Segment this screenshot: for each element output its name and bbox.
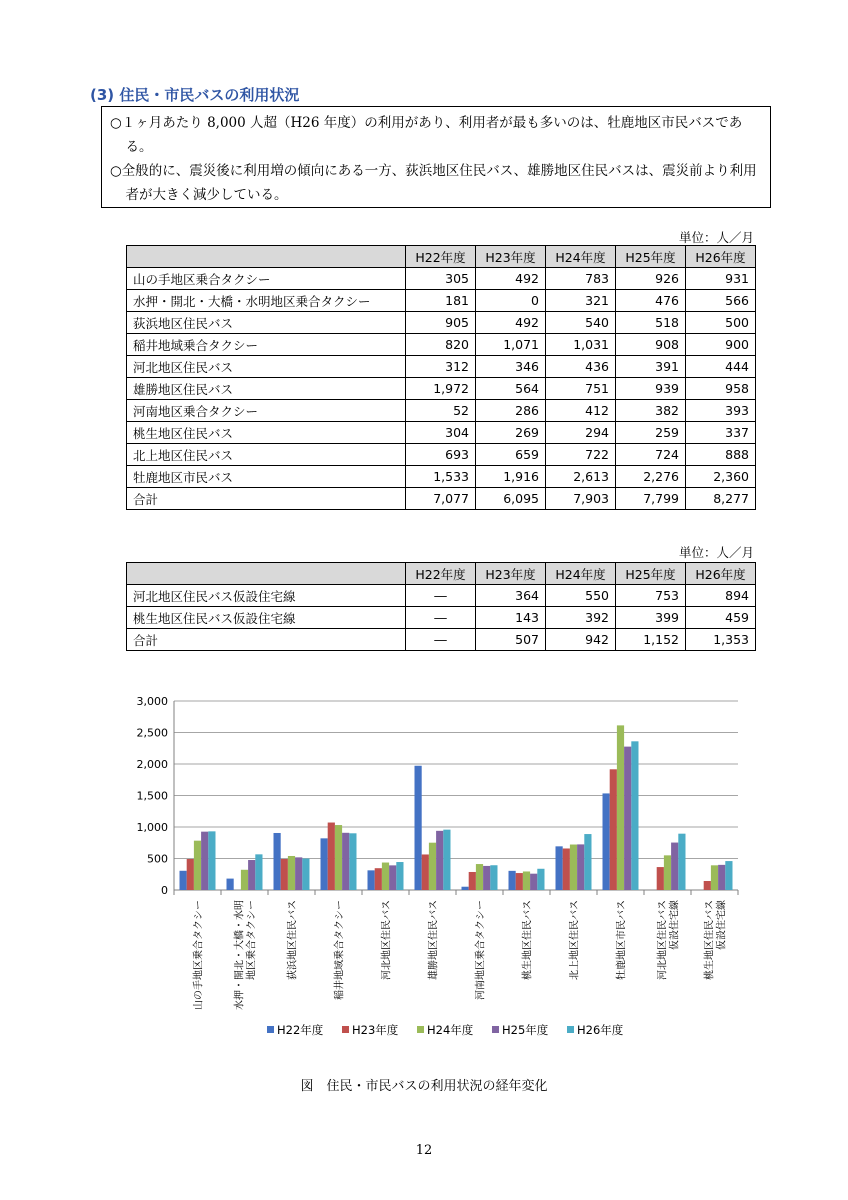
table-cell: 312 — [406, 356, 476, 378]
column-header: H26年度 — [686, 246, 756, 268]
table-cell: 305 — [406, 268, 476, 290]
table-cell: 7,077 — [406, 488, 476, 510]
bar-H25年度-8 — [577, 844, 584, 890]
temporary-housing-table — [126, 562, 756, 651]
table-cell: 900 — [686, 334, 756, 356]
table-cell: 459 — [686, 607, 756, 629]
table-cell: 550 — [546, 585, 616, 607]
table-cell: 492 — [476, 312, 546, 334]
table-cell: 2,360 — [686, 466, 756, 488]
table-row — [127, 422, 756, 444]
column-header: H24年度 — [546, 246, 616, 268]
table-row — [127, 378, 756, 400]
y-tick-label: 2,500 — [136, 726, 168, 740]
table-cell: 2,613 — [546, 466, 616, 488]
y-tick-label: 0 — [161, 884, 168, 897]
table-cell: 1,533 — [406, 466, 476, 488]
usage-bar-chart — [130, 690, 750, 1055]
table-cell: 8,277 — [686, 488, 756, 510]
table-cell: 1,152 — [616, 629, 686, 651]
row-label: 桃生地区住民バス仮設住宅線 — [127, 607, 406, 629]
table-cell: 492 — [476, 268, 546, 290]
bar-H24年度-5 — [429, 843, 436, 890]
bar-H24年度-11 — [711, 865, 718, 890]
bar-H26年度-2 — [302, 859, 309, 891]
legend-label: H24年度 — [427, 1023, 474, 1037]
row-label: 牡鹿地区市民バス — [127, 466, 406, 488]
table-row — [127, 290, 756, 312]
table-cell: 294 — [546, 422, 616, 444]
bar-H23年度-0 — [187, 859, 194, 890]
table-cell: 942 — [546, 629, 616, 651]
bar-H23年度-11 — [704, 881, 711, 890]
x-category-label: 河南地区乗合タクシー — [475, 900, 487, 1000]
legend-label: H26年度 — [577, 1023, 624, 1037]
table-cell: 753 — [616, 585, 686, 607]
bar-H26年度-5 — [443, 830, 450, 890]
bar-H24年度-9 — [617, 725, 624, 890]
bar-H25年度-7 — [530, 874, 537, 890]
summary-box — [101, 106, 771, 208]
bar-H24年度-2 — [288, 856, 295, 890]
bar-H23年度-9 — [610, 769, 617, 890]
bar-H26年度-3 — [349, 833, 356, 890]
section-title: (3) 住民・市民バスの利用状況 — [90, 86, 300, 104]
table-cell: ― — [406, 629, 476, 651]
x-category-label: 桃生地区住民バス — [704, 900, 716, 980]
bar-H22年度-6 — [462, 887, 469, 890]
bar-H26年度-6 — [490, 865, 497, 890]
bar-H25年度-11 — [718, 865, 725, 890]
table-cell: 444 — [686, 356, 756, 378]
table-cell: 518 — [616, 312, 686, 334]
column-header: H25年度 — [616, 563, 686, 585]
y-tick-label: 1,500 — [136, 789, 168, 803]
bar-H23年度-4 — [375, 868, 382, 890]
table-row — [127, 629, 756, 651]
table-cell: 143 — [476, 607, 546, 629]
table-cell: 507 — [476, 629, 546, 651]
table-row — [127, 488, 756, 510]
table-cell: 393 — [686, 400, 756, 422]
table-cell: 1,031 — [546, 334, 616, 356]
table-row — [127, 466, 756, 488]
x-category-label: 仮設住宅線 — [669, 900, 681, 950]
table-row — [127, 585, 756, 607]
bar-H25年度-5 — [436, 831, 443, 890]
y-tick-label: 3,000 — [136, 695, 168, 708]
row-label: 山の手地区乗合タクシー — [127, 268, 406, 290]
table-cell: 391 — [616, 356, 686, 378]
bar-H22年度-4 — [368, 870, 375, 890]
bar-H25年度-3 — [342, 833, 349, 890]
table-cell: 1,353 — [686, 629, 756, 651]
table-cell: 564 — [476, 378, 546, 400]
bar-H24年度-8 — [570, 845, 577, 890]
table-cell: 693 — [406, 444, 476, 466]
row-label: 稲井地域乗合タクシー — [127, 334, 406, 356]
table-cell: 888 — [686, 444, 756, 466]
bar-H25年度-1 — [248, 860, 255, 890]
bar-H24年度-10 — [664, 855, 671, 890]
page-number: 12 — [415, 1143, 433, 1158]
table-row — [127, 400, 756, 422]
table-cell: 722 — [546, 444, 616, 466]
table2-unit: 単位：人／月 — [679, 545, 755, 560]
bar-H24年度-7 — [523, 871, 530, 890]
row-label: 合計 — [127, 488, 406, 510]
x-category-label: 水押・開北・大橋・水明 — [234, 900, 246, 1010]
table-cell: 908 — [616, 334, 686, 356]
table-cell: 926 — [616, 268, 686, 290]
table-cell: 304 — [406, 422, 476, 444]
table-cell: ― — [406, 585, 476, 607]
bar-H23年度-5 — [422, 854, 429, 890]
x-category-label: 河北地区住民バス — [381, 900, 393, 980]
table-row — [127, 334, 756, 356]
bar-H22年度-1 — [227, 879, 234, 890]
legend-swatch — [417, 1026, 424, 1033]
column-header: H22年度 — [406, 246, 476, 268]
table-cell: 436 — [546, 356, 616, 378]
row-label: 北上地区住民バス — [127, 444, 406, 466]
bar-H23年度-8 — [563, 848, 570, 890]
table-cell: 1,071 — [476, 334, 546, 356]
table1-unit: 単位：人／月 — [679, 230, 755, 245]
table-cell: 500 — [686, 312, 756, 334]
bar-H22年度-0 — [180, 871, 187, 890]
table-cell: 476 — [616, 290, 686, 312]
table-cell: 1,972 — [406, 378, 476, 400]
legend-swatch — [342, 1026, 349, 1033]
row-label: 荻浜地区住民バス — [127, 312, 406, 334]
table-cell: 783 — [546, 268, 616, 290]
row-label: 河南地区乗合タクシー — [127, 400, 406, 422]
table-cell: 0 — [476, 290, 546, 312]
table-cell: 259 — [616, 422, 686, 444]
bar-H25年度-4 — [389, 865, 396, 890]
table-row — [127, 607, 756, 629]
table-cell: 894 — [686, 585, 756, 607]
bar-H22年度-3 — [321, 838, 328, 890]
bar-H25年度-6 — [483, 866, 490, 890]
x-category-label: 荻浜地区住民バス — [287, 900, 299, 980]
x-category-label: 牡鹿地区市民バス — [616, 900, 628, 980]
table-cell: 392 — [546, 607, 616, 629]
x-category-label: 稲井地域乗合タクシー — [334, 900, 346, 1000]
bar-H26年度-9 — [631, 741, 638, 890]
x-category-label: 北上地区住民バス — [569, 900, 581, 980]
table-cell: 382 — [616, 400, 686, 422]
x-category-label: 雄勝地区住民バス — [428, 900, 440, 980]
legend-label: H22年度 — [277, 1023, 324, 1037]
bar-H23年度-3 — [328, 823, 335, 890]
row-label: 雄勝地区住民バス — [127, 378, 406, 400]
column-header: H26年度 — [686, 563, 756, 585]
x-category-label: 地区乗合タクシー — [246, 900, 258, 980]
table-cell: 540 — [546, 312, 616, 334]
bar-H22年度-9 — [603, 793, 610, 890]
table-row — [127, 356, 756, 378]
table-row — [127, 312, 756, 334]
bar-H24年度-6 — [476, 864, 483, 890]
column-header: H22年度 — [406, 563, 476, 585]
x-category-label: 河北地区住民バス — [657, 900, 669, 980]
column-header: H23年度 — [476, 563, 546, 585]
bar-H26年度-8 — [584, 834, 591, 890]
row-label: 桃生地区住民バス — [127, 422, 406, 444]
x-category-label: 桃生地区住民バス — [522, 900, 534, 980]
table-cell: 1,916 — [476, 466, 546, 488]
table-cell: 52 — [406, 400, 476, 422]
bar-H24年度-1 — [241, 870, 248, 890]
column-header: H24年度 — [546, 563, 616, 585]
table-row — [127, 268, 756, 290]
header-blank — [127, 563, 406, 585]
table-cell: 269 — [476, 422, 546, 444]
bar-H23年度-10 — [657, 867, 664, 890]
bar-H25年度-0 — [201, 832, 208, 890]
table-cell: 286 — [476, 400, 546, 422]
legend-label: H23年度 — [352, 1023, 399, 1037]
table-cell: ― — [406, 607, 476, 629]
table-cell: 337 — [686, 422, 756, 444]
summary-point-2: ○全般的に、震災後に利用増の傾向にある一方、荻浜地区住民バス、雄勝地区住民バスは、震災前より利用者が大きく減少している。 — [110, 163, 757, 203]
bar-H26年度-4 — [396, 862, 403, 890]
bar-H26年度-7 — [537, 869, 544, 890]
table-cell: 399 — [616, 607, 686, 629]
bar-H26年度-0 — [208, 831, 215, 890]
table-header-row — [127, 563, 756, 585]
row-label: 河北地区住民バス — [127, 356, 406, 378]
table-cell: 181 — [406, 290, 476, 312]
table-cell: 820 — [406, 334, 476, 356]
row-label: 河北地区住民バス仮設住宅線 — [127, 585, 406, 607]
bar-H26年度-10 — [678, 834, 685, 890]
bar-H24年度-0 — [194, 841, 201, 890]
bar-H25年度-10 — [671, 843, 678, 890]
bar-H25年度-2 — [295, 857, 302, 890]
legend-swatch — [492, 1026, 499, 1033]
table-cell: 412 — [546, 400, 616, 422]
column-header: H25年度 — [616, 246, 686, 268]
bar-H23年度-7 — [516, 873, 523, 890]
row-label: 水押・開北・大橋・水明地区乗合タクシー — [127, 290, 406, 312]
bar-H22年度-2 — [274, 833, 281, 890]
legend-label: H25年度 — [502, 1023, 549, 1037]
bar-H24年度-3 — [335, 825, 342, 890]
header-blank — [127, 246, 406, 268]
bar-H22年度-8 — [556, 846, 563, 890]
y-tick-label: 1,000 — [136, 821, 168, 834]
table-cell: 364 — [476, 585, 546, 607]
y-tick-label: 2,000 — [136, 758, 168, 771]
table-cell: 905 — [406, 312, 476, 334]
row-label: 合計 — [127, 629, 406, 651]
table-cell: 958 — [686, 378, 756, 400]
bar-H25年度-9 — [624, 747, 631, 890]
bar-H26年度-1 — [255, 854, 262, 890]
table-cell: 7,903 — [546, 488, 616, 510]
y-tick-label: 500 — [147, 852, 168, 866]
table-cell: 321 — [546, 290, 616, 312]
table-cell: 659 — [476, 444, 546, 466]
table-cell: 566 — [686, 290, 756, 312]
usage-table — [126, 245, 756, 510]
figure-caption: 図 住民・市民バスの利用状況の経年変化 — [300, 1079, 548, 1094]
bar-H22年度-5 — [415, 766, 422, 890]
x-category-label: 山の手地区乗合タクシー — [193, 900, 205, 1010]
bar-H23年度-2 — [281, 859, 288, 890]
table-cell: 724 — [616, 444, 686, 466]
table-cell: 931 — [686, 268, 756, 290]
table-cell: 346 — [476, 356, 546, 378]
x-category-label: 仮設住宅線 — [716, 900, 728, 950]
table-cell: 6,095 — [476, 488, 546, 510]
bar-H26年度-11 — [725, 861, 732, 890]
table-cell: 751 — [546, 378, 616, 400]
table-row — [127, 444, 756, 466]
legend-swatch — [267, 1026, 274, 1033]
bar-H22年度-7 — [509, 871, 516, 890]
table-header-row — [127, 246, 756, 268]
column-header: H23年度 — [476, 246, 546, 268]
legend-swatch — [567, 1026, 574, 1033]
table-cell: 7,799 — [616, 488, 686, 510]
bar-H23年度-6 — [469, 872, 476, 890]
bar-H24年度-4 — [382, 863, 389, 890]
table-cell: 939 — [616, 378, 686, 400]
summary-point-1: ○１ヶ月あたり 8,000 人超（H26 年度）の利用があり、利用者が最も多いのは、牡鹿地区市民バスである。 — [110, 115, 743, 155]
table-cell: 2,276 — [616, 466, 686, 488]
